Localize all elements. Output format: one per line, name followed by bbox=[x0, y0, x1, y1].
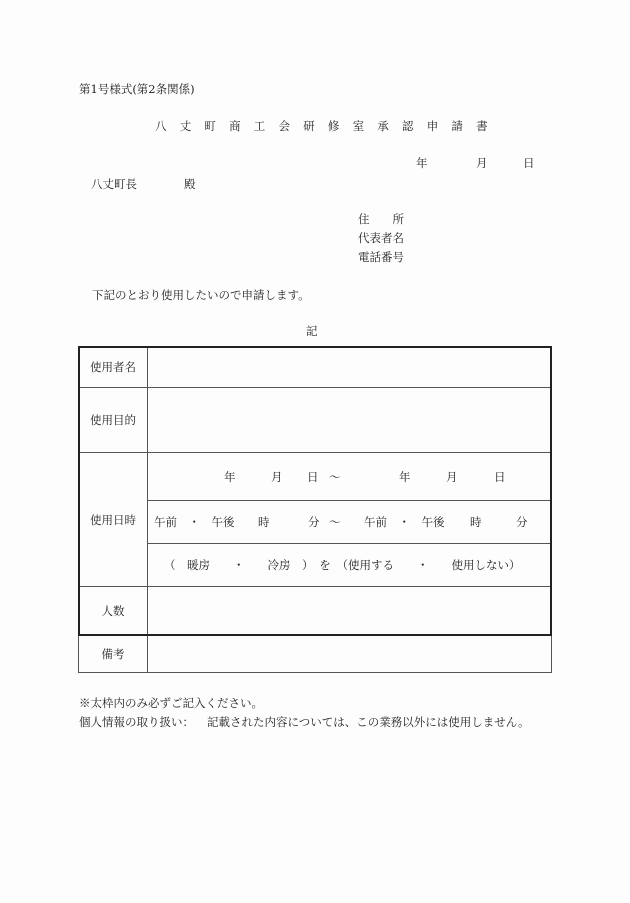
representative-label: 代表者名 bbox=[358, 231, 404, 245]
date-day: 日 bbox=[523, 156, 535, 170]
table-row-datetime-date bbox=[79, 453, 552, 501]
day-end: 日 bbox=[494, 469, 506, 484]
ki-heading: 記 bbox=[306, 324, 318, 338]
ac-options: （ 暖房 ・ 冷房 ） を （使用する ・ 使用しない） bbox=[164, 558, 521, 572]
year-start: 年 bbox=[224, 469, 236, 484]
field-heating-cooling[interactable] bbox=[148, 544, 552, 587]
month-end: 月 bbox=[446, 469, 458, 484]
table-row-people bbox=[79, 587, 552, 635]
field-purpose[interactable] bbox=[148, 388, 552, 453]
month-start: 月 bbox=[271, 469, 283, 484]
label-people: 人数 bbox=[79, 587, 148, 635]
field-date-range[interactable] bbox=[148, 453, 552, 501]
label-purpose: 使用目的 bbox=[79, 388, 148, 453]
tilde: ～ bbox=[329, 515, 341, 529]
date-month: 月 bbox=[476, 156, 488, 170]
ampm-end: 午前 ・ 午後 bbox=[364, 515, 445, 529]
note-privacy-label: 個人情報の取り扱い： bbox=[79, 715, 194, 729]
note-required: ※太枠内のみ必ずご記入ください。 bbox=[79, 696, 263, 710]
date-year: 年 bbox=[416, 156, 428, 170]
label-user-name: 使用者名 bbox=[79, 347, 148, 388]
ampm-start: 午前 ・ 午後 bbox=[154, 515, 235, 529]
intro-text: 下記のとおり使用したいので申請します。 bbox=[92, 288, 310, 302]
hour-start: 時 bbox=[258, 515, 270, 529]
address-label: 住 所 bbox=[358, 212, 404, 226]
hour-end: 時 bbox=[470, 515, 482, 529]
page-title: 八丈町商工会研修室承認申請書 bbox=[155, 119, 501, 133]
tilde: ～ bbox=[329, 469, 341, 484]
minute-end: 分 bbox=[516, 515, 528, 529]
field-time-range[interactable] bbox=[148, 501, 552, 544]
addressee-honorific: 殿 bbox=[184, 177, 196, 191]
minute-start: 分 bbox=[308, 515, 320, 529]
table-row-user-name bbox=[79, 347, 552, 388]
table-row-datetime-ac bbox=[79, 544, 552, 587]
phone-label: 電話番号 bbox=[358, 250, 404, 264]
table-row-purpose bbox=[79, 388, 552, 453]
application-table bbox=[78, 346, 552, 673]
addressee-name: 八丈町長 bbox=[91, 177, 137, 191]
table-row-datetime-time bbox=[79, 501, 552, 544]
note-privacy-text: 記載された内容については、この業務以外には使用しません。 bbox=[207, 715, 530, 729]
field-people[interactable] bbox=[148, 587, 552, 635]
table-row-remarks bbox=[79, 635, 552, 673]
label-remarks: 備考 bbox=[79, 635, 148, 673]
day-start: 日 bbox=[307, 469, 319, 484]
form-number: 第1号様式(第2条関係) bbox=[79, 82, 195, 96]
field-remarks[interactable] bbox=[148, 635, 552, 673]
year-end: 年 bbox=[399, 469, 411, 484]
field-user-name[interactable] bbox=[148, 347, 552, 388]
label-datetime: 使用日時 bbox=[79, 453, 148, 587]
